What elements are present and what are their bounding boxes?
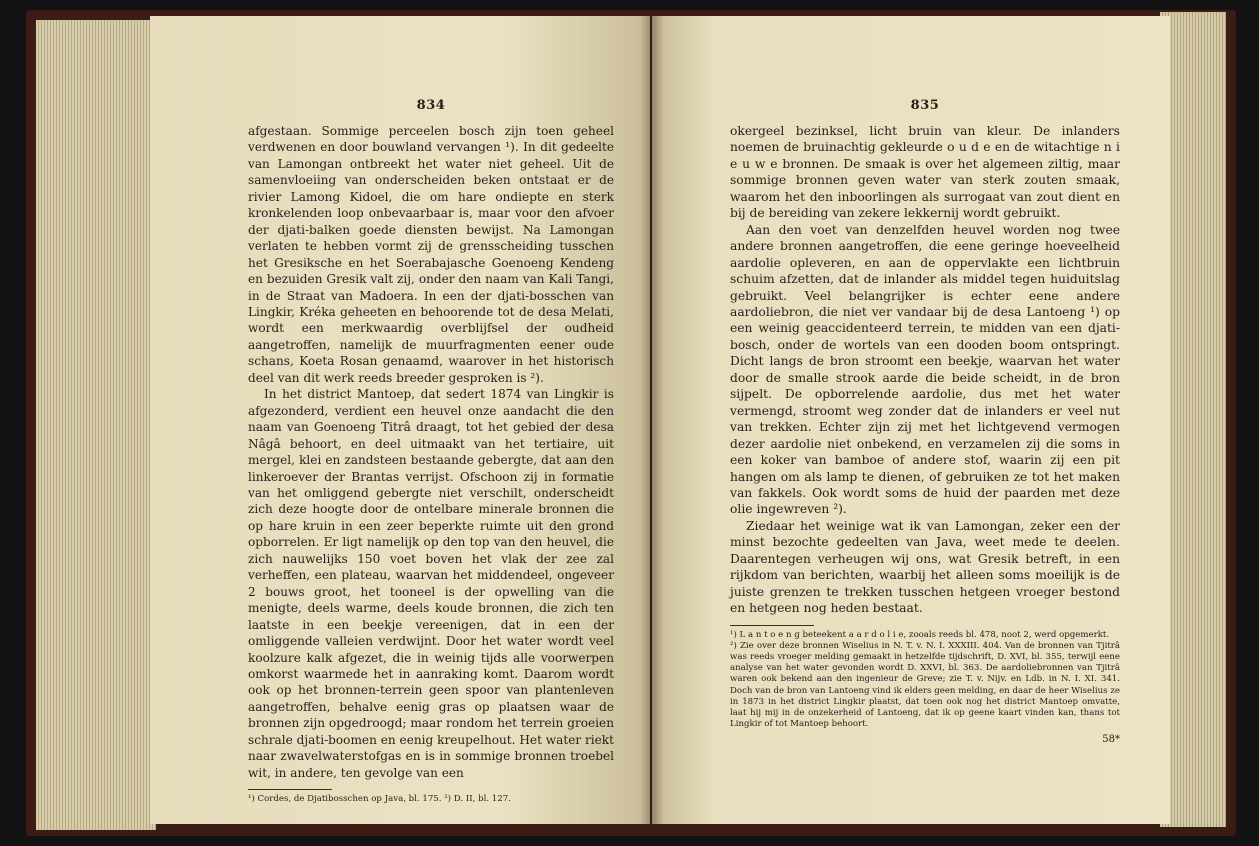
paragraph: In het district Mantoep, dat sedert 1874 van Lingkir is afgezonderd, verdient een heuvel onze aandacht die den naam van Goenoeng Titrâ draagt, tot het gebied der desa Nâgâ behoort, en deel uitmaakt van het tertiaire, uit mergel, klei en zandsteen bestaande gebergte, dat aan den linkeroever der Brantas verrijst. Ofschoon zij in formatie van het omliggend gebergte niet verschilt, onderscheidt zich deze hoogte door de ontelbare minerale bronnen die op hare kruin in een zeer beperkte ruimte uit den grond opborrelen. Er ligt namelijk op den top van den heuvel, die zich nauwelijks 150 voet boven het vlak der zee zal verheffen, een plateau, waarvan het middendeel, ongeveer 2 bouws groot, het tooneel is der opwelling van die menigte, deels warme, deels koude bronnen, die zich ten laatste in een beekje vereenigen, dat in een der omliggende valleien verdwijnt. Door het water wordt veel koolzure kalk afgezet, die in weinig tijds alle voorwerpen omkorst waarmede het in aanraking komt. Daarom wordt ook op het bronnen-terrein geen spoor van plantenleven aangetroffen, behalve eenig gras op plaatsen waar de bronnen zijn opgedroogd; maar rondom het terrein groeien schrale djati-boomen en eenig kreupelhout. Het water riekt naar zwavelwaterstofgas en is in sommige bronnen troebel wit, in andere, ten gevolge van een xyxy=(248,387,614,780)
right-page xyxy=(652,16,1170,824)
paragraph: Aan den voet van denzelfden heuvel worden nog twee andere bronnen aangetroffen, die eene geringe hoeveelheid aardolie opleveren, en aan de oppervlakte een lichtbruin schuim afzetten, dat de inlander als middel tegen huiduitslag gebruikt. Veel belangrijker is echter eene andere aardoliebron, die niet ver vandaar bij de desa Lantoeng ¹) op een weinig geaccidenteerd terrein, te midden van een djati-bosch, onder de wortels van een dooden boom ontspringt. Dicht langs de bron stroomt een beekje, waarvan het water door de smalle strook aarde die beide scheidt, in de bron sijpelt. De opborrelende aardolie, dus met het water vermengd, stroomt weg zonder dat de inlanders er veel nut van trekken. Echter zijn zij met het lichtgevend vermogen dezer aardolie niet onbekend, en verzamelen zij die soms in een koker van bamboe of andere stof, waarin zij een pit hangen om als lamp te dienen, of gebruiken ze tot het maken van fakkels. Ook wordt soms de huid der paarden met deze olie ingewreven ²). xyxy=(730,222,1120,517)
footnote-rule xyxy=(248,789,332,790)
right-page-body xyxy=(730,123,1120,617)
footnote: ¹) Cordes, de Djatibosschen op Java, bl. 175. ²) D. II, bl. 127. xyxy=(248,794,511,805)
footnotes xyxy=(248,794,614,805)
page-number: 834 xyxy=(416,98,446,113)
printer-signature: 58* xyxy=(1102,734,1120,746)
footnote: ²) Zie over deze bronnen Wiselius in N. T. v. N. I. XXXIII. 404. Van de bronnen van Tjitrâ was reeds vroeger melding gemaakt in hetzelfde tijdschrift, D. XVI, bl. 355, terwijl eene analyse van het water gevonden wordt D. XXVI, bl. 363. De aardoliebronnen van Tjitrâ waren ook bekend aan den ingenieur de Greve; zie T. v. Nijv. en Ldb. in N. I. XI. 341. Doch van de bron van Lantoeng vind ik elders geen melding, en daar de heer Wiselius ze in 1873 in het district Lingkir plaatst, dat toen ook nog het district Mantoep omvatte, laat hij mij in de onzekerheid of Lantoeng, dat ik op geene kaart vinden kan, thans tot Lingkir of tot Mantoep behoort. xyxy=(730,640,1120,730)
left-page-body xyxy=(248,123,614,781)
left-page xyxy=(150,16,650,824)
paragraph: okergeel bezinksel, licht bruin van kleur. De inlanders noemen de bruinachtig gekleurde o u d e en de witachtige n i e u w e bronnen. De smaak is over het algemeen ziltig, maar sommige bronnen geven water van sterk zouten smaak, waarom het den inboorlingen als surrogaat van zout dient en bij de bereiding van zekere lekkernij wordt gebruikt. xyxy=(730,124,1120,221)
page-edges-left xyxy=(36,20,156,830)
footnote: ¹) L a n t o e n g beteekent a a r d o l i e, zooals reeds bl. 478, noot 2, werd opgemerkt. xyxy=(730,629,1110,640)
page-number: 835 xyxy=(910,98,940,113)
footnotes xyxy=(730,630,1120,731)
paragraph: afgestaan. Sommige perceelen bosch zijn toen geheel verdwenen en door bouwland vervangen ¹). In dit gedeelte van Lamongan ontbreekt het water niet geheel. Uit de samenvloeiing van onderscheiden beken ontstaat er de rivier Lamong Kidoel, die om hare ondiepte en sterk kronkelenden loop onbevaarbaar is, maar voor den afvoer der djati-balken goede diensten bewijst. Na Lamongan verlaten te hebben vormt zij de grensscheiding tusschen het Gresiksche en het Soerabajasche Goenoeng Kendeng en bezuiden Gresik valt zij, onder den naam van Kali Tangi, in de Straat van Madoera. In een der djati-bosschen van Lingkir, Kréka geheeten en behoorende tot de desa Melati, wordt een merkwaardig overblijfsel der oudheid aangetroffen, namelijk de muurfragmenten eener oude schans, Koeta Rosan genaamd, waarover in het historisch deel van dit werk reeds breeder gesproken is ²). xyxy=(248,124,614,385)
book-gutter xyxy=(640,16,664,824)
paragraph: Ziedaar het weinige wat ik van Lamongan, zeker een der minst bezochte gedeelten van Java, weet mede te deelen. Daarentegen verheugen wij ons, wat Gresik betreft, in een rijkdom van berichten, waarbij het alleen soms moeilijk is de juiste grenzen te trekken tusschen hetgeen vroeger bestond en hetgeen nog heden bestaat. xyxy=(730,518,1120,616)
footnote-rule xyxy=(730,625,814,626)
